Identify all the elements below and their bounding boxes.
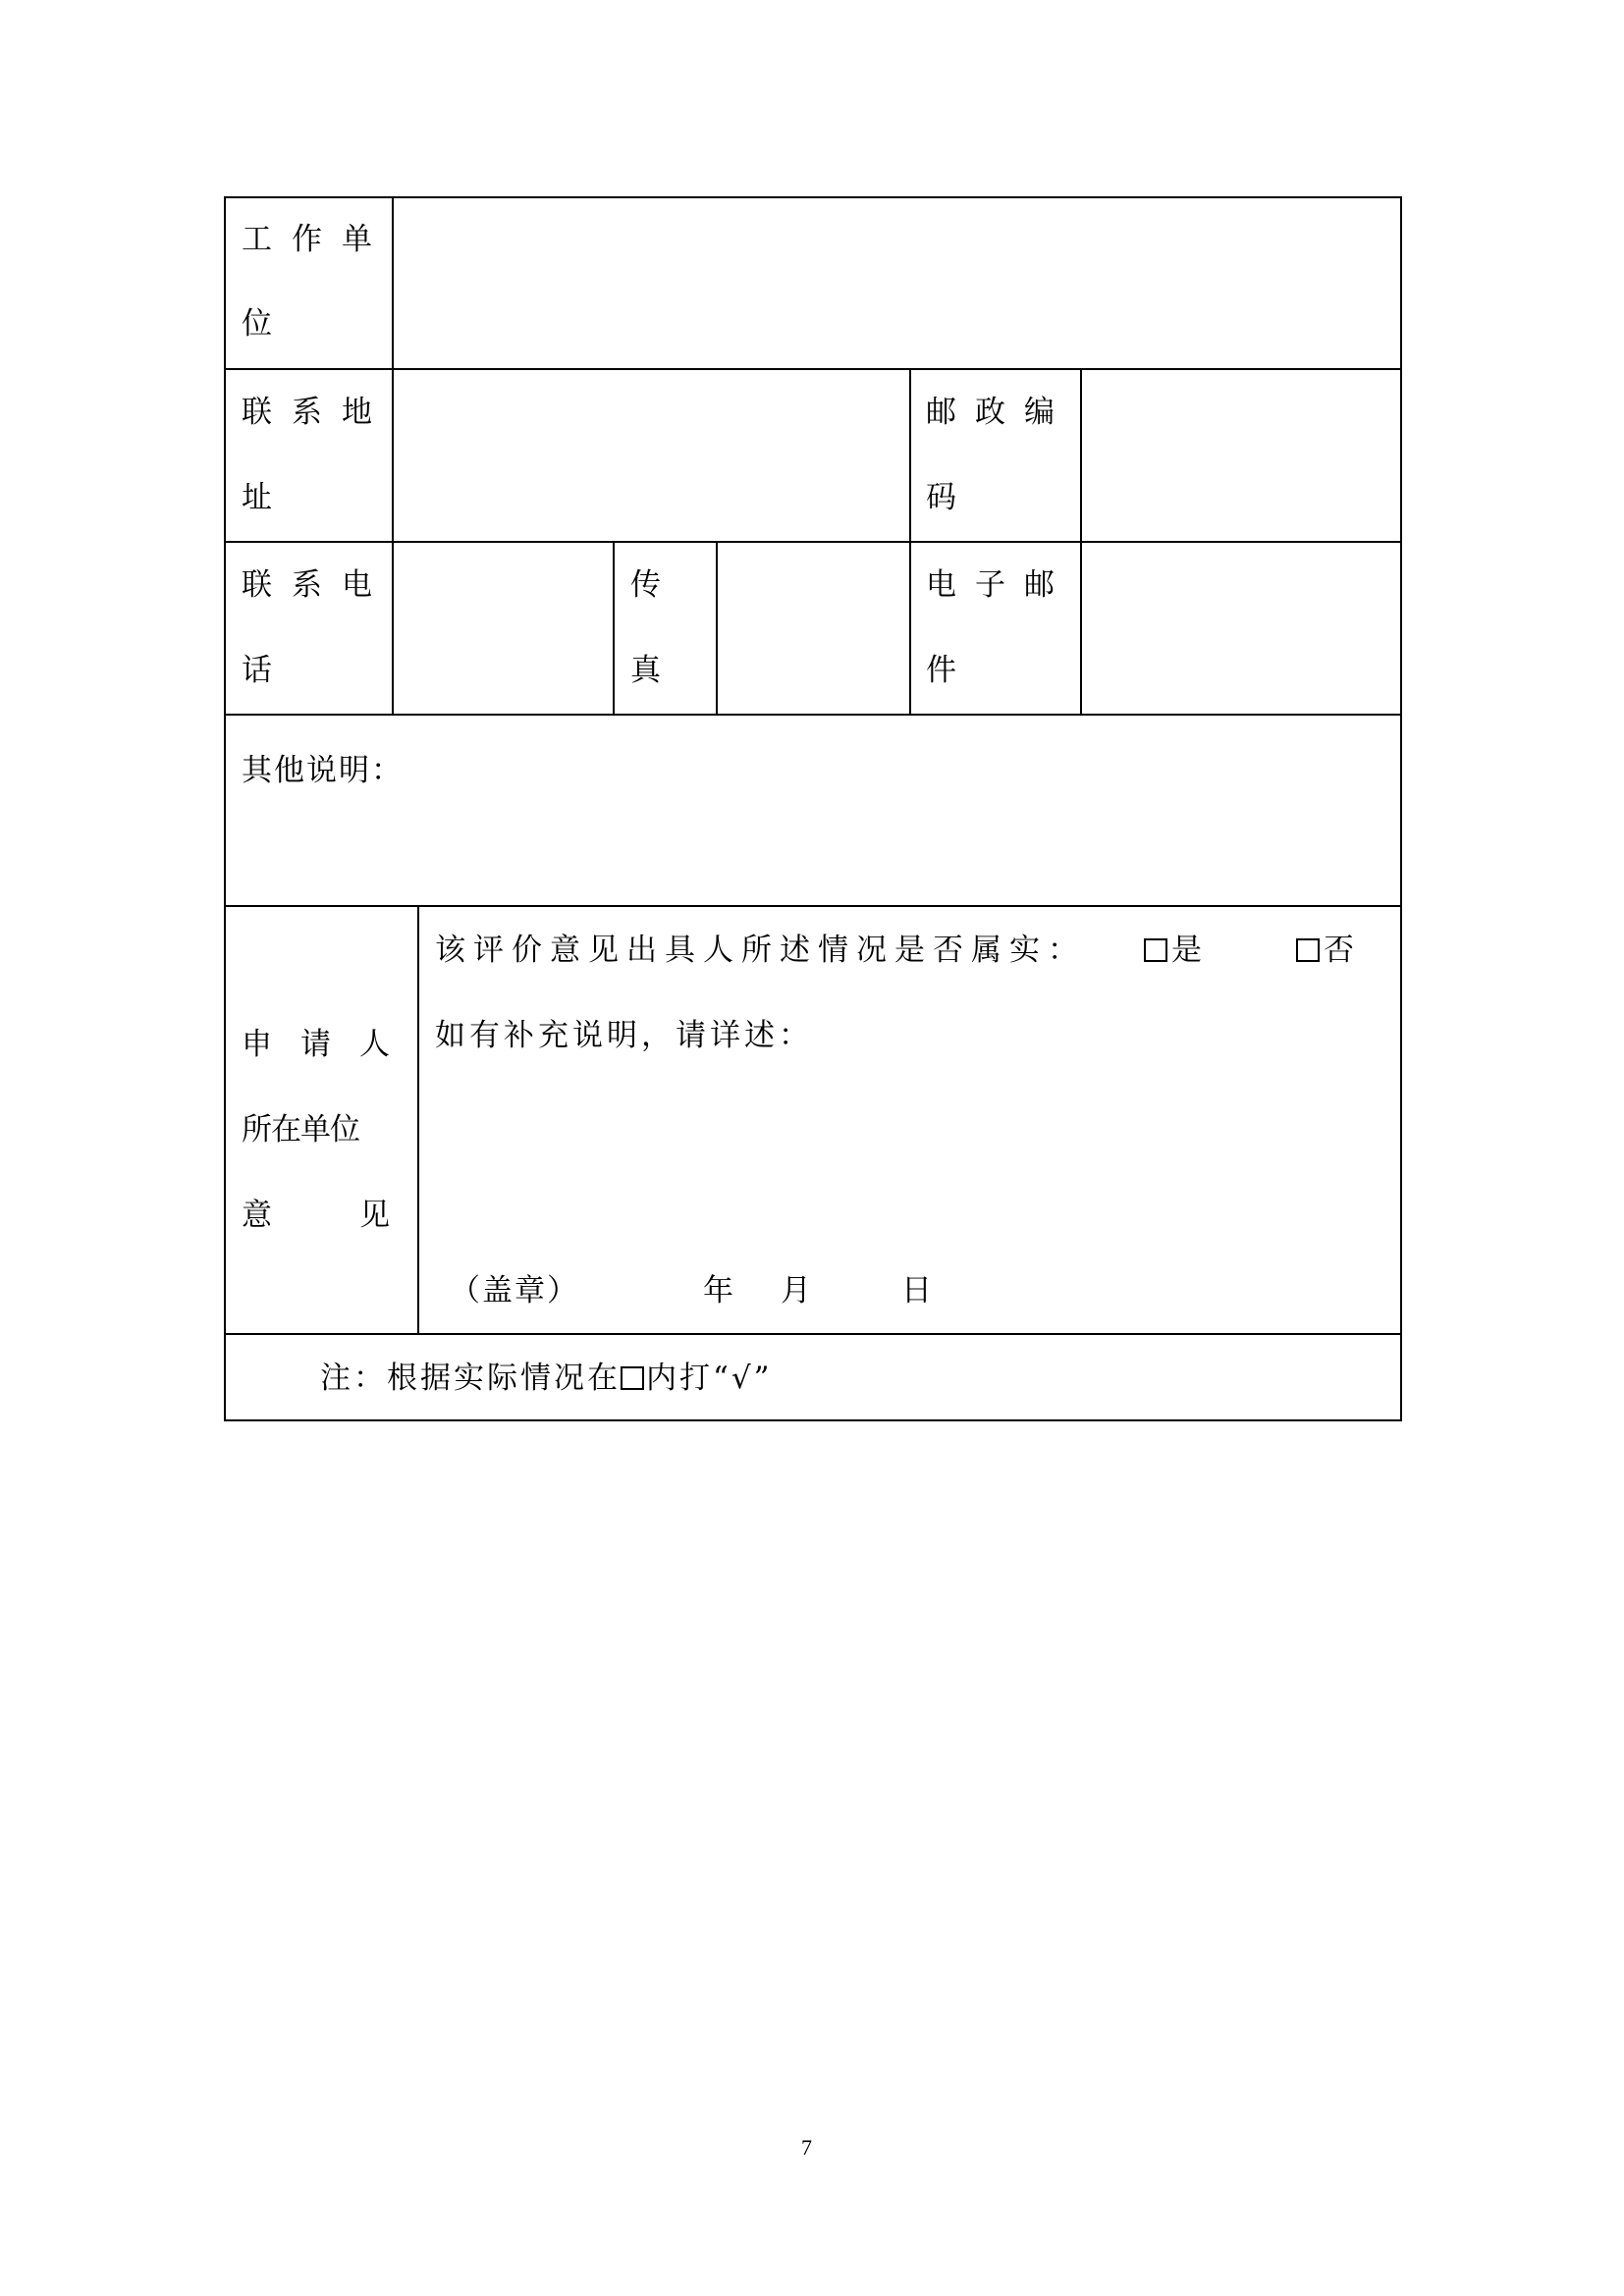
- label-char: 邮: [926, 395, 956, 430]
- label-char: 系: [292, 395, 322, 430]
- option-yes[interactable]: [1144, 933, 1202, 968]
- label-char: 作: [292, 222, 322, 257]
- checkbox-no-icon[interactable]: [1296, 938, 1320, 962]
- footnote-text-after: 内打“: [646, 1361, 731, 1396]
- col-divider: [613, 541, 615, 715]
- label-char: 话: [242, 653, 272, 688]
- col-divider: [392, 196, 394, 715]
- contact-address-field[interactable]: [395, 371, 908, 540]
- label-char: 址: [242, 480, 272, 515]
- label-char: 意: [242, 1198, 272, 1233]
- table-border-bottom: [224, 1419, 1402, 1421]
- col-divider: [716, 541, 718, 715]
- label-char: 单: [342, 222, 372, 257]
- row-divider: [224, 1333, 1402, 1335]
- option-no[interactable]: [1296, 933, 1354, 968]
- page-number: 7: [801, 2135, 812, 2160]
- fax-field[interactable]: [719, 544, 908, 713]
- label-char: 见: [359, 1198, 390, 1233]
- label-char: 系: [292, 567, 322, 603]
- table-border-top: [224, 196, 1402, 198]
- label-char: 地: [342, 395, 372, 430]
- label-char: 申: [242, 1027, 272, 1062]
- option-no-label: 否: [1324, 933, 1354, 968]
- footnote-closing-quote: ”: [753, 1361, 773, 1396]
- row-divider: [224, 541, 1402, 543]
- label-char: 联: [242, 395, 272, 430]
- label-char: 工: [242, 222, 272, 257]
- footnote: [320, 1361, 772, 1396]
- supplement-field[interactable]: [420, 1060, 1399, 1256]
- label-char: 编: [1024, 395, 1055, 430]
- label-char: 件: [926, 653, 956, 688]
- checkbox-example-icon: [621, 1366, 644, 1390]
- supplement-prompt: 如有补充说明，请详述：: [435, 1018, 813, 1053]
- label-char: 联: [242, 567, 272, 603]
- truthfulness-question: 该评价意见出具人所述情况是否属实：: [435, 933, 1086, 968]
- table-border-right: [1400, 196, 1402, 1421]
- option-yes-label: 是: [1171, 933, 1202, 968]
- label-char: 码: [926, 480, 956, 515]
- label-char: 人: [359, 1027, 390, 1062]
- seal-label: （盖章）: [450, 1273, 579, 1308]
- day-label: 日: [901, 1273, 932, 1308]
- row-divider: [224, 905, 1402, 907]
- contact-phone-field[interactable]: [395, 544, 612, 713]
- col-divider: [909, 368, 911, 715]
- label-char: 政: [975, 395, 1005, 430]
- label-char: 请: [300, 1027, 331, 1062]
- row-divider: [224, 714, 1402, 716]
- label-char: 电: [926, 567, 956, 603]
- other-notes-label: 其他说明：: [242, 753, 404, 788]
- row-divider: [224, 368, 1402, 370]
- label-char: 子: [975, 567, 1005, 603]
- email-field[interactable]: [1083, 544, 1399, 713]
- year-label: 年: [703, 1273, 733, 1308]
- postal-code-field[interactable]: [1083, 371, 1399, 540]
- label-char: 位: [242, 306, 272, 342]
- label-char: 真: [630, 653, 661, 688]
- checkbox-yes-icon[interactable]: [1144, 938, 1167, 962]
- table-border-left: [224, 196, 226, 1421]
- month-label: 月: [781, 1273, 811, 1308]
- work-unit-field[interactable]: [395, 199, 1399, 368]
- label-char: 电: [342, 567, 372, 603]
- label-char: 邮: [1024, 567, 1055, 603]
- check-mark-icon: √: [731, 1361, 754, 1396]
- col-divider: [1080, 368, 1082, 715]
- label-char: 传: [630, 567, 661, 603]
- other-notes-field[interactable]: [227, 795, 1399, 903]
- col-divider: [417, 905, 419, 1334]
- label-line: 所在单位: [242, 1112, 359, 1148]
- footnote-text-before: 注：根据实际情况在: [320, 1361, 621, 1396]
